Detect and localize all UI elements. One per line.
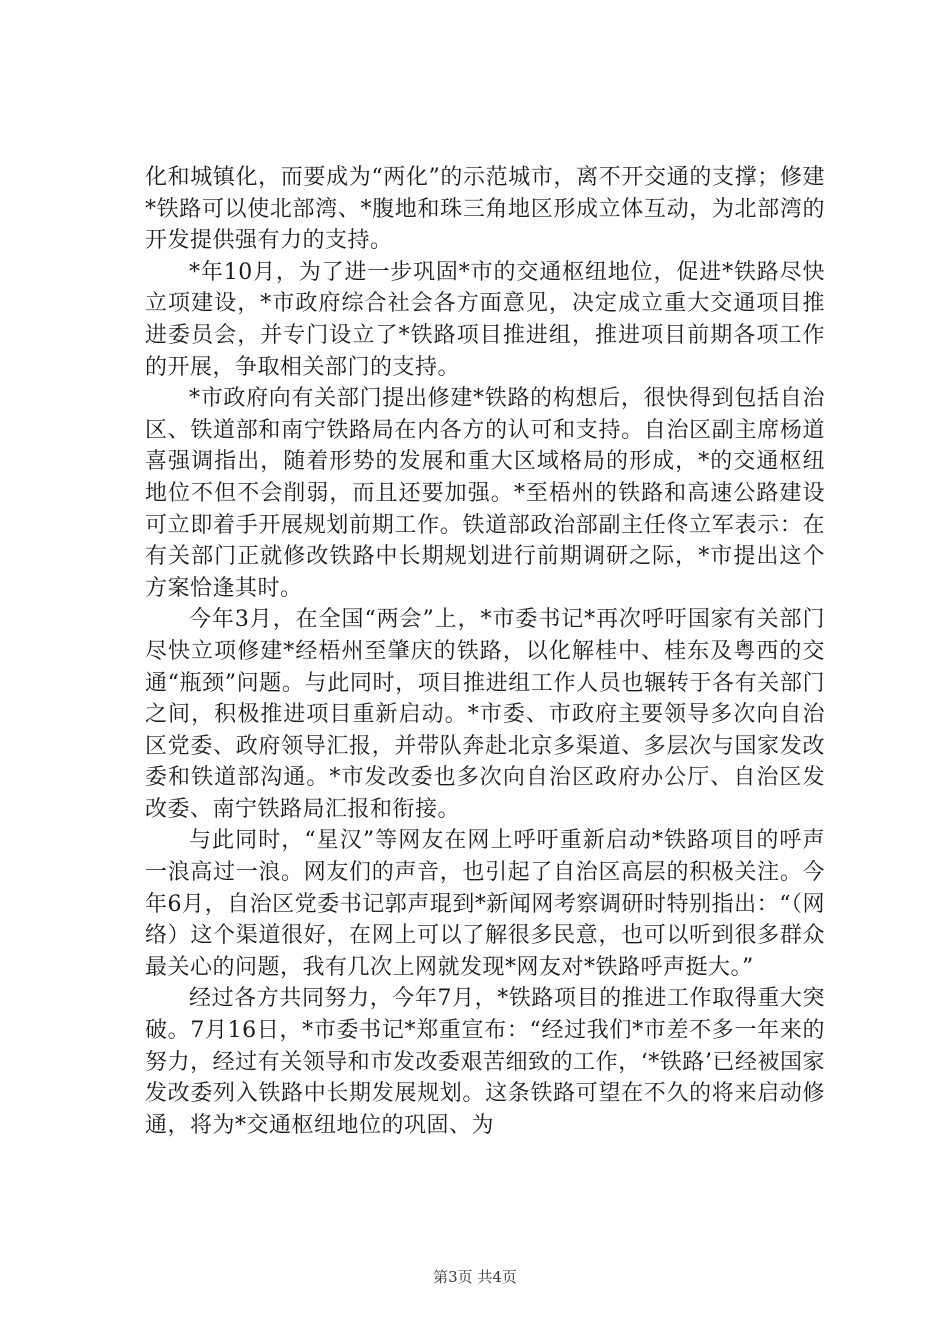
- paragraph-2: *年10月，为了进一步巩固*市的交通枢纽地位，促进*铁路尽快立项建设，*市政府综合社会各方面意见，决定成立重大交通项目推进委员会，并专门设立了*铁路项目推进组，推进项目前期各项工作的开展，争取相关部门的支持。: [145, 259, 825, 380]
- paragraph-5: 与此同时，“星汉”等网友在网上呼吁重新启动*铁路项目的呼声一浪高过一浪。网友们的声音，也引起了自治区高层的积极关注。今年6月，自治区党委书记郭声琨到*新闻网考察调研时特别指出：“（网络）这个渠道很好，在网上可以了解很多民意，也可以听到很多群众最关心的问题，我有几次上网就发现*网友对*铁路呼声挺大。”: [145, 828, 825, 980]
- paragraph-6: 经过各方共同努力，今年7月，*铁路项目的推进工作取得重大突破。7月16日，*市委书记*郑重宣布：“经过我们*市差不多一年来的努力，经过有关领导和市发改委艰苦细致的工作，‘*铁路’已经被国家发改委列入铁路中长期发展规划。这条铁路可望在不久的将来启动修通，将为*交通枢纽地位的巩固、为: [145, 986, 825, 1138]
- paragraph-4: 今年3月，在全国“两会”上，*市委书记*再次呼吁国家有关部门尽快立项修建*经梧州至肇庆的铁路，以化解桂中、桂东及粤西的交通“瓶颈”问题。与此同时，项目推进组工作人员也辗转于各有关部门之间，积极推进项目重新启动。*市委、市政府主要领导多次向自治区党委、政府领导汇报，并带队奔赴北京多渠道、多层次与国家发改委和铁道部沟通。*市发改委也多次向自治区政府办公厅、自治区发改委、南宁铁路局汇报和衔接。: [145, 607, 825, 822]
- paragraph-1: 化和城镇化，而要成为“两化”的示范城市，离不开交通的支撑；修建*铁路可以使北部湾、*腹地和珠三角地区形成立体互动，为北部湾的开发提供强有力的支持。: [145, 165, 825, 254]
- paragraph-3: *市政府向有关部门提出修建*铁路的构想后，很快得到包括自治区、铁道部和南宁铁路局在内各方的认可和支持。自治区副主席杨道喜强调指出，随着形势的发展和重大区域格局的形成，*的交通枢纽地位不但不会削弱，而且还要加强。*至梧州的铁路和高速公路建设可立即着手开展规划前期工作。铁道部政治部副主任佟立军表示：在有关部门正就修改铁路中长期规划进行前期调研之际，*市提出这个方案恰逢其时。: [145, 386, 825, 601]
- page-footer: 第3页 共4页: [433, 1268, 517, 1286]
- document-body: [145, 162, 825, 1141]
